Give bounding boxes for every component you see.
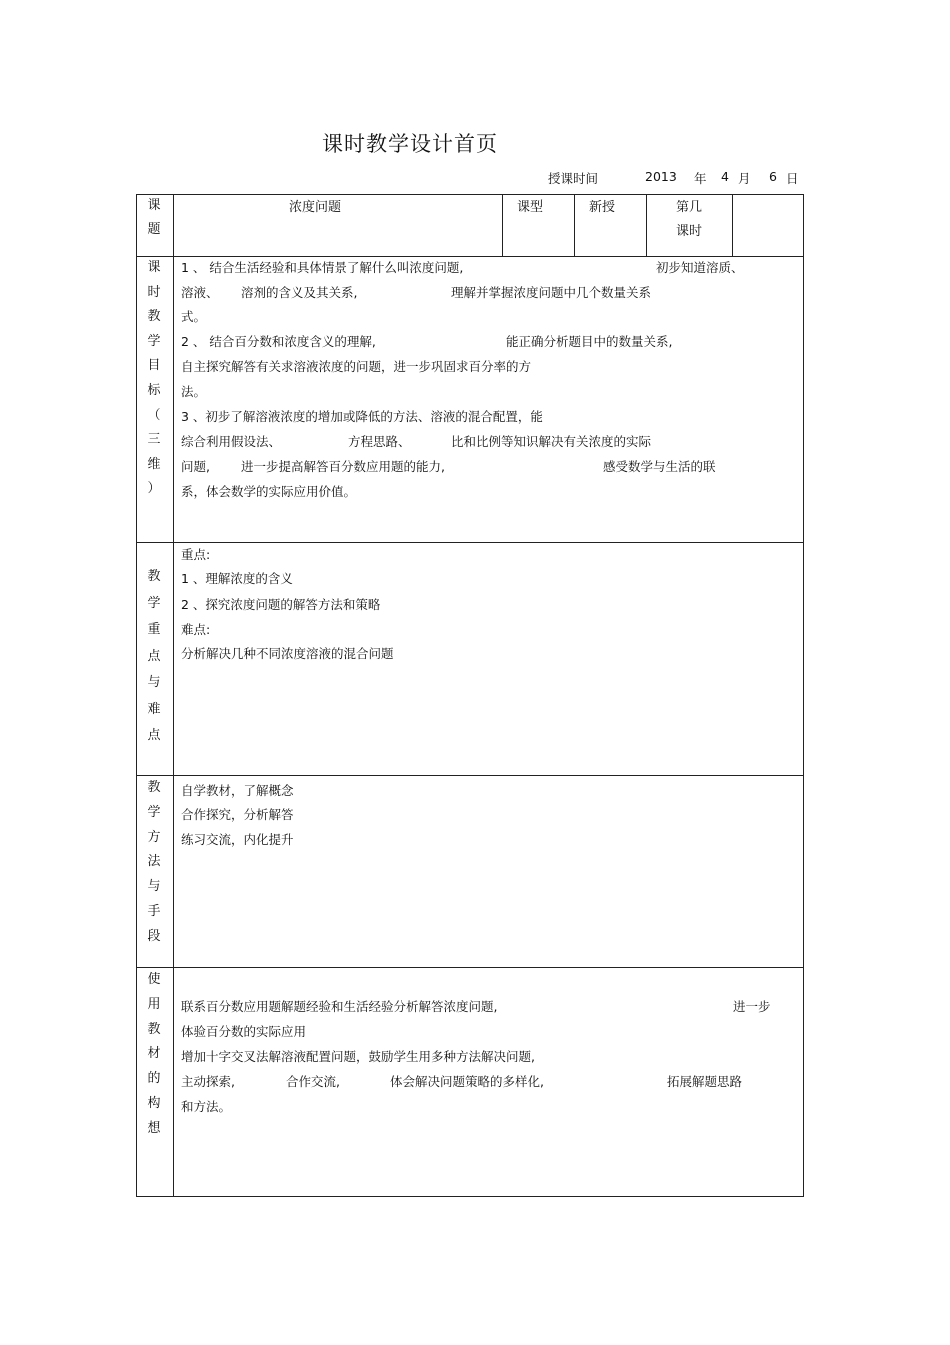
objective-line: 自主探究解答有关求溶液浓度的问题，进一步巩固求百分率的方 [181,359,532,374]
material-line: 拓展解题思路 [667,1074,743,1089]
key-point-line: 分析解决几种不同浓度溶液的混合问题 [181,646,394,661]
material-line: 体验百分数的实际应用 [181,1024,307,1039]
objectives-label: 课 时 教 学 目 标 （ 三 维 ） [147,260,161,497]
objective-line: 进一步提高解答百分数应用题的能力, [241,459,445,474]
period-label-line1: 第几 [676,200,703,215]
key-point-line: 重点: [181,547,211,562]
objective-line: 法。 [181,384,207,399]
table-label-divider [173,194,174,1197]
objective-line: 2 、 结合百分数和浓度含义的理解, [181,334,376,349]
header-divider [574,194,575,256]
objective-line: 溶剂的含义及其关系, [241,285,358,300]
date-year: 2013 [645,169,677,184]
objective-line: 式。 [181,309,207,324]
material-line: 合作交流, [286,1074,340,1089]
material-line: 体会解决问题策略的多样化, [390,1074,544,1089]
methods-label: 教 学 方 法 与 手 段 [147,780,161,944]
table-divider [136,967,804,968]
objective-line: 方程思路、 [348,434,411,449]
period-label-line2: 课时 [676,224,703,239]
table-border-top [136,194,804,195]
material-label: 使 用 教 材 的 构 想 [147,972,161,1136]
objective-line: 1 、 结合生活经验和具体情景了解什么叫浓度问题, [181,260,464,275]
objective-line: 问题, [181,459,210,474]
date-label: 授课时间 [548,171,599,186]
objective-line: 初步知道溶质、 [656,260,744,275]
date-year-unit: 年 [694,171,707,186]
material-line: 联系百分数应用题解题经验和生活经验分析解答浓度问题, [181,999,498,1014]
objective-line: 感受数学与生活的联 [603,459,716,474]
material-line: 和方法。 [181,1099,232,1114]
header-divider [646,194,647,256]
objective-line: 综合利用假设法、 [181,434,282,449]
objective-line: 理解并掌握浓度问题中几个数量关系 [451,285,652,300]
type-value: 新授 [589,200,616,215]
key-points-label: 教 学 重 点 与 难 点 [147,569,161,743]
date-month: 4 [721,169,729,184]
topic-label: 课 题 [147,198,161,237]
material-line: 进一步 [733,999,771,1014]
material-line: 增加十字交叉法解溶液配置问题，鼓励学生用多种方法解决问题, [181,1049,535,1064]
header-divider [502,194,503,256]
type-label: 课型 [517,200,544,215]
objective-line: 系，体会数学的实际应用价值。 [181,484,357,499]
method-line: 合作探究，分析解答 [181,807,294,822]
method-line: 练习交流，内化提升 [181,832,294,847]
method-line: 自学教材，了解概念 [181,783,294,798]
objective-line: 能正确分析题目中的数量关系, [506,334,673,349]
key-point-line: 难点: [181,622,211,637]
date-month-unit: 月 [738,171,751,186]
key-point-line: 1 、理解浓度的含义 [181,571,293,586]
table-divider [136,256,804,257]
topic-value: 浓度问题 [289,200,342,215]
objective-line: 比和比例等知识解决有关浓度的实际 [451,434,652,449]
table-divider [136,775,804,776]
objective-line: 3 、初步了解溶液浓度的增加或降低的方法、溶液的混合配置，能 [181,409,543,424]
material-line: 主动探索, [181,1074,235,1089]
page-title: 课时教学设计首页 [322,132,498,156]
date-day: 6 [769,169,777,184]
table-border-right [803,194,804,1197]
table-border-bottom [136,1196,804,1197]
objective-line: 溶液、 [181,285,219,300]
date-day-unit: 日 [786,171,799,186]
header-divider [732,194,733,256]
table-divider [136,542,804,543]
key-point-line: 2 、探究浓度问题的解答方法和策略 [181,597,381,612]
